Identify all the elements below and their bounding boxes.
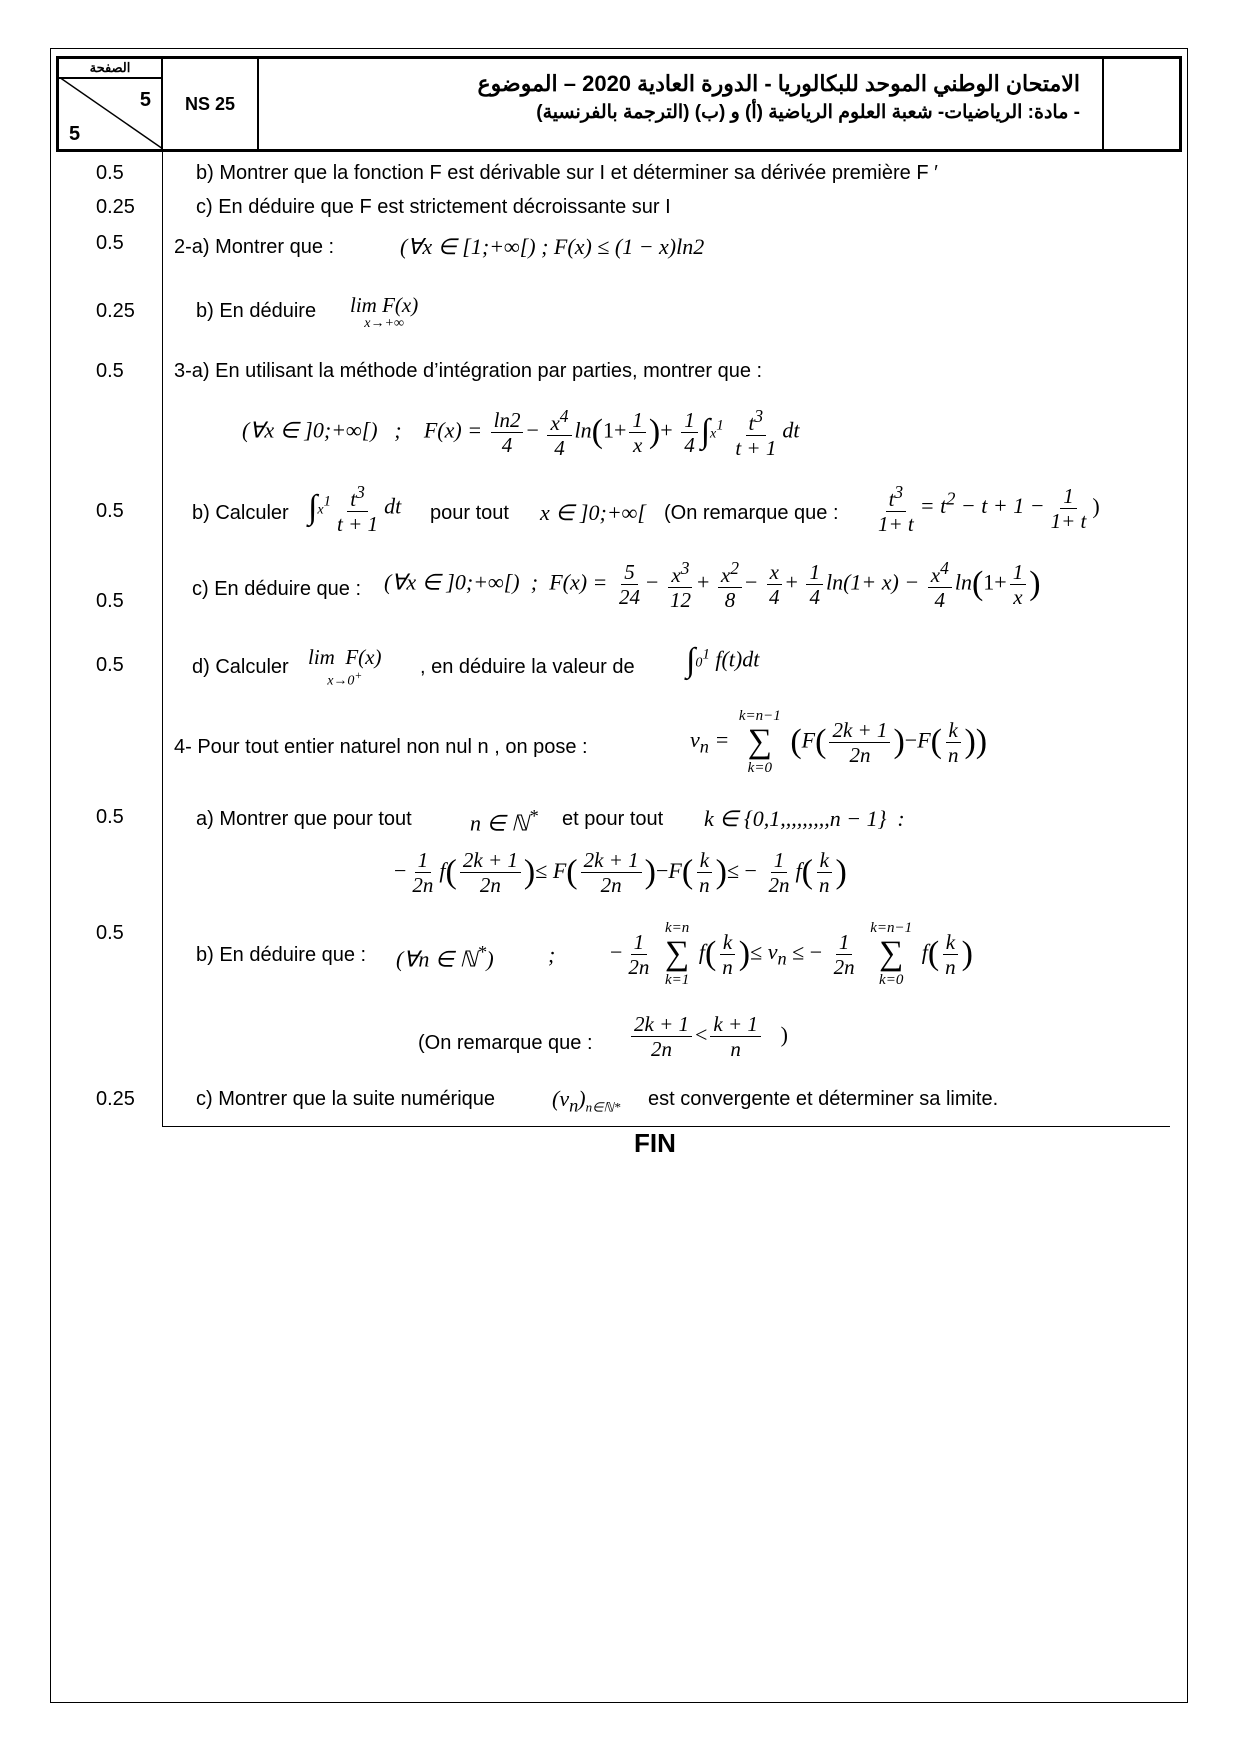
fin-label: FIN — [634, 1128, 676, 1158]
k-set: k ∈ {0,1,,,,,,,,,n − 1} : — [704, 806, 905, 831]
k-set-values: {0,1,,,,,,,,,n − 1} — [743, 806, 887, 831]
question-text: 4- Pour tout entier naturel non nul n , on pose : — [174, 736, 588, 758]
question-text-2: est convergente et déterminer sa limite. — [648, 1088, 999, 1110]
points: 0.25 — [96, 196, 135, 218]
question-text: c) Montrer que la suite numérique — [196, 1088, 496, 1110]
domain: (∀n ∈ ℕ*) — [396, 942, 494, 972]
question-text: 3-a) En utilisant la méthode d’intégration par parties, montrer que : — [174, 360, 763, 382]
question-text: b) En déduire — [196, 300, 317, 322]
remark-formula: $\frac{2k + 1}{2n}$ < $\frac{k + 1}{n}$ ) — [628, 1012, 788, 1061]
question-text: c) En déduire que F est strictement décroissante sur I — [196, 196, 671, 218]
bottom-rule — [162, 1126, 1170, 1127]
empty-box — [1104, 59, 1179, 149]
separator: ; — [548, 942, 556, 967]
question-text: a) Montrer que pour tout — [196, 808, 412, 830]
inequality-4a: − $\frac{1}{2n}$ f( $\frac{2k + 1}{2n}$ )≤ F( $\frac{2k + 1}{2n}$ )−F( $\frac{k}{n}$ )≤ − $\frac{1}{2n}$ f( $\frac{k}{n}$ ) — [394, 848, 847, 897]
points: 0.5 — [96, 922, 124, 944]
exam-title-line2: - مادة: الرياضيات- شعبة العلوم الرياضية (أ) و (ب) (الترجمة بالفرنسية) — [536, 102, 1080, 123]
domain: x ∈ ]0;+∞[ — [540, 500, 646, 525]
integral: $\int 0^1$ f(t)dt — [686, 642, 760, 679]
points: 0.5 — [96, 500, 124, 522]
points-column-divider — [162, 152, 163, 1126]
question-text: b) Montrer que la fonction F est dérivable sur I et déterminer sa dérivée première F ′ — [196, 162, 938, 184]
question-text: 2-a) Montrer que : — [174, 236, 335, 258]
points: 0.5 — [96, 654, 124, 676]
page-number-box — [59, 59, 163, 149]
inequality-4b: − $\frac{1}{2n}$ k=n ∑ k=1 f( $\frac{k}{n}$ )≤ $v_n$ ≤ − $\frac{1}{2n}$ k=n−1 ∑ k=0 f( $\frac{k}{n}$ ) — [610, 920, 973, 988]
exam-title-line1: الامتحان الوطني الموحد للبكالوريا - الدورة العادية 2020 – الموضوع — [477, 71, 1080, 96]
exam-title-box — [259, 59, 1104, 149]
integral: $\int x^1$ $\frac{t^3}{t + 1}$ dt — [308, 482, 402, 536]
formula-3c: (∀x ∈ ]0;+∞[) ; F(x) = $\frac{5}{24}$ − $\frac{x^3}{12}$ + $\frac{x^2}{8}$ − $\frac{x}{4}$ + $\frac{1}{4}$ ln(1+ x) − $\frac{x^4}{4}$ ln(1+ $\frac{1}{x}$ ) — [384, 558, 1041, 612]
points: 0.5 — [96, 806, 124, 828]
page-total: 5 — [69, 123, 81, 145]
points: 0.5 — [96, 360, 124, 382]
remark-text: (On remarque que : — [418, 1032, 593, 1054]
points: 0.25 — [96, 300, 135, 322]
points: 0.5 — [96, 590, 124, 612]
question-text-3: (On remarque que : — [664, 502, 839, 524]
limit-body: lim F(x) — [350, 293, 419, 317]
points: 0.5 — [96, 162, 124, 184]
limit-sub: x→+∞ — [364, 316, 404, 331]
formula-3a: (∀x ∈ ]0;+∞[) ; F(x) = $\frac{\ln 2}{4}$ − $\frac{x^4}{4}$ ln(1+ $\frac{1}{x}$ )+ $\frac{1}{4}$ $\int x^1$ $\frac{t^3}{t + 1}$ dt — [242, 406, 800, 460]
points: 0.25 — [96, 1088, 135, 1110]
exam-header — [56, 56, 1182, 152]
sequence: $(v_n)_{n\in ℕ*}$ — [552, 1086, 621, 1116]
question-text: b) Calculer — [192, 502, 289, 524]
points: 0.5 — [96, 232, 124, 254]
question-text-2: et pour tout — [562, 808, 664, 830]
question-text-2: , en déduire la valeur de — [420, 656, 635, 678]
question-text: d) Calculer — [192, 656, 289, 678]
question-text: b) En déduire que : — [196, 944, 367, 966]
page-label: الصفحة — [59, 59, 161, 79]
formula: (∀x ∈ [1;+∞[) ; F(x) ≤ (1 − x)ln2 — [400, 234, 705, 259]
limit-expression — [344, 294, 424, 332]
question-text-2: pour tout — [430, 502, 509, 524]
exam-code: NS 25 — [163, 59, 259, 149]
remark-formula: $\frac{t^3}{1+ t}$ = $t^2 - t + 1$ − $\frac{1}{1+ t}$ ) — [878, 482, 1100, 536]
page-current: 5 — [139, 89, 151, 111]
vn-definition: $v_n$ = k=n−1 ∑ k=0 (F( $\frac{2k + 1}{2n}$ )−F( $\frac{k}{n}$ )) — [690, 708, 988, 776]
domain: n ∈ ℕ* — [470, 806, 538, 836]
limit-expression: lim F(x) x→0+ — [308, 645, 382, 689]
question-text: c) En déduire que : — [192, 578, 361, 600]
